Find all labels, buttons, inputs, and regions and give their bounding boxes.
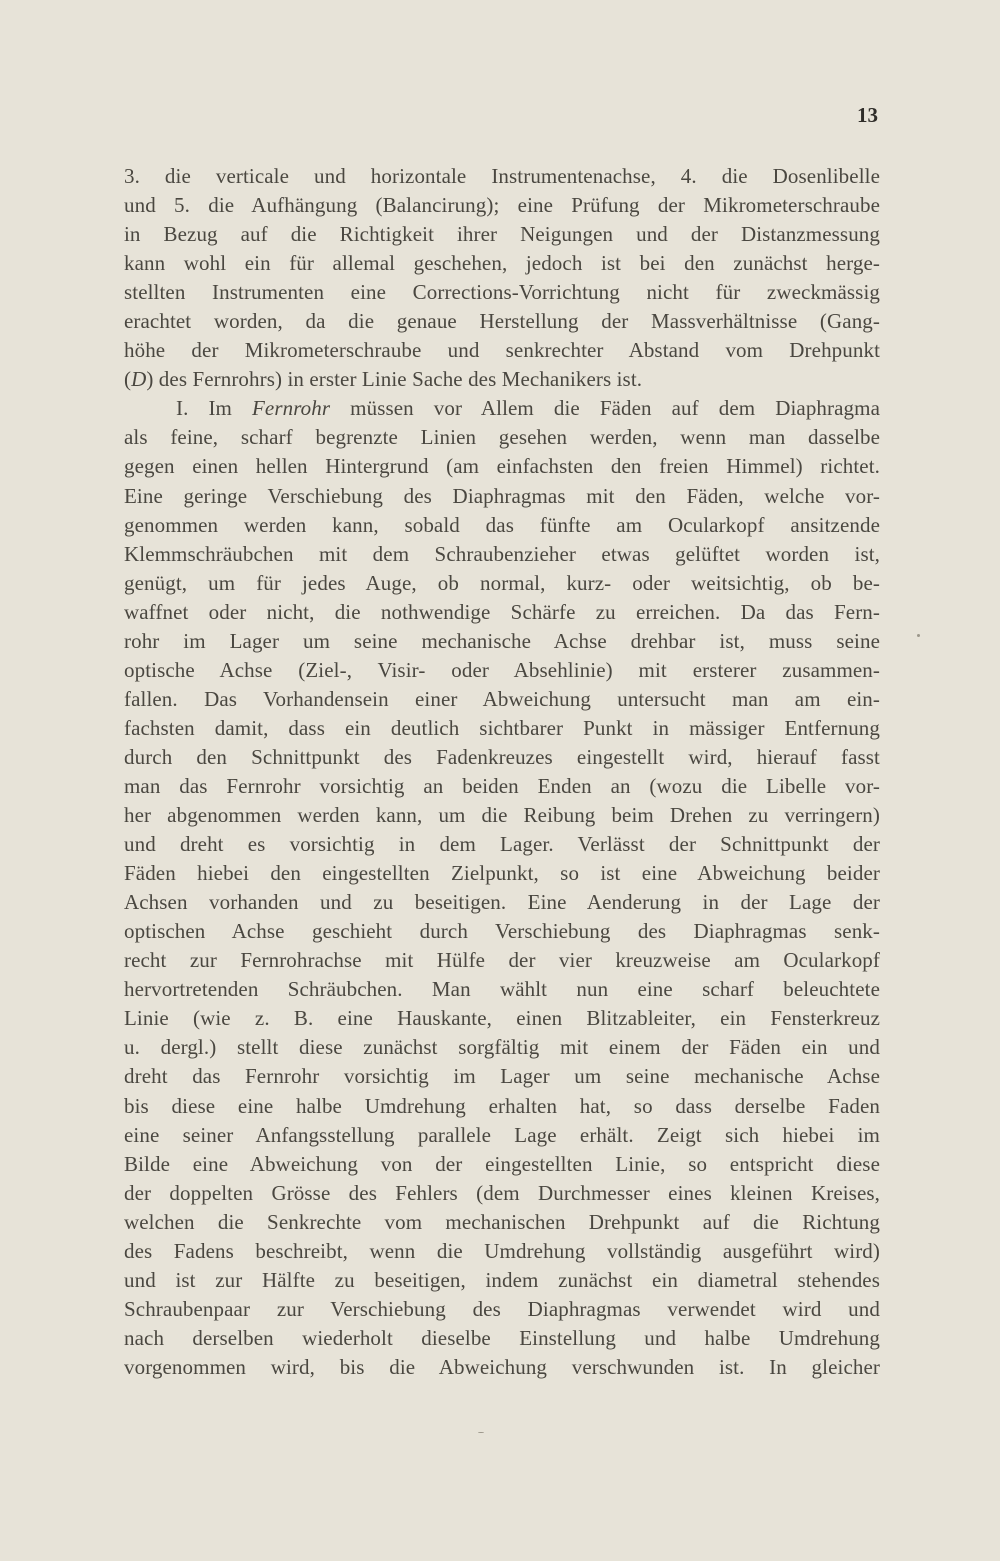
text-line: vorgenommen wird, bis die Abweichung verschwunden ist. In gleicher	[124, 1354, 880, 1379]
text-line: optischen Achse geschieht durch Verschiebung des Diaphragmas senk-	[124, 919, 880, 944]
text-line: 3. die verticale und horizontale Instrumentenachse, 4. die Dosenlibelle	[124, 164, 880, 188]
text-line: u. dergl.) stellt diese zunächst sorgfältig mit einem der Fäden ein und	[124, 1035, 880, 1060]
text-line: I. Im Fernrohr müssen vor Allem die Fäden auf dem Diaphragma	[176, 396, 880, 421]
text-line: Achsen vorhanden und zu beseitigen. Eine Aenderung in der Lage der	[124, 890, 880, 915]
text-line: Linie (wie z. B. eine Hauskante, einen Blitzableiter, ein Fensterkreuz	[124, 1006, 880, 1031]
page-number: 13	[857, 103, 878, 127]
text-line: dreht das Fernrohr vorsichtig im Lager um seine mechanische Achse	[124, 1064, 880, 1089]
text-line: Klemmschräubchen mit dem Schraubenzieher etwas gelüftet worden ist,	[124, 541, 880, 566]
text-line: welchen die Senkrechte vom mechanischen Drehpunkt auf die Richtung	[124, 1209, 880, 1234]
text-line: fallen. Das Vorhandensein einer Abweichung untersucht man am ein-	[124, 686, 880, 711]
text-line: Schraubenpaar zur Verschiebung des Diaphragmas verwendet wird und	[124, 1296, 880, 1321]
text-line: man das Fernrohr vorsichtig an beiden Enden an (wozu die Libelle vor-	[124, 773, 880, 798]
text-line: (D) des Fernrohrs) in erster Linie Sache des Mechanikers ist.	[124, 367, 643, 392]
text-line: her abgenommen werden kann, um die Reibung beim Drehen zu verringern)	[124, 803, 880, 828]
emphasis-text: D	[131, 367, 147, 392]
text-line: fachsten damit, dass ein deutlich sichtbarer Punkt in mässiger Entfernung	[124, 715, 880, 740]
text-line: bis diese eine halbe Umdrehung erhalten hat, so dass derselbe Faden	[124, 1093, 880, 1118]
text-line: des Fadens beschreibt, wenn die Umdrehung vollständig ausgeführt wird)	[124, 1238, 880, 1263]
text-line: hervortretenden Schräubchen. Man wählt nun eine scharf beleuchtete	[124, 977, 880, 1002]
text-line: Bilde eine Abweichung von der eingestellten Linie, so entspricht diese	[124, 1151, 880, 1176]
text-line: kann wohl ein für allemal geschehen, jedoch ist bei den zunächst herge-	[124, 251, 880, 276]
text-line: erachtet worden, da die genaue Herstellung der Massverhältnisse (Gang-	[124, 309, 880, 334]
text-line: und 5. die Aufhängung (Balancirung); eine Prüfung der Mikrometerschraube	[124, 193, 880, 218]
text-line: als feine, scharf begrenzte Linien gesehen werden, wenn man dasselbe	[124, 425, 880, 450]
paper-speck	[917, 634, 920, 637]
text-line: gegen einen hellen Hintergrund (am einfachsten den freien Himmel) richtet.	[124, 454, 880, 479]
text-line: und dreht es vorsichtig in dem Lager. Verlässt der Schnittpunkt der	[124, 832, 880, 857]
paper-speck	[478, 1432, 484, 1433]
text-line: durch den Schnittpunkt des Fadenkreuzes eingestellt wird, hierauf fasst	[124, 744, 880, 769]
text-line: der doppelten Grösse des Fehlers (dem Durchmesser eines kleinen Kreises,	[124, 1180, 880, 1205]
text-line: eine seiner Anfangsstellung parallele Lage erhält. Zeigt sich hiebei im	[124, 1122, 880, 1147]
emphasis-text: Fernrohr	[251, 396, 331, 421]
text-line: genommen werden kann, sobald das fünfte am Ocularkopf ansitzende	[124, 512, 880, 537]
text-line: optische Achse (Ziel-, Visir- oder Absehlinie) mit ersterer zusammen-	[124, 657, 880, 682]
text-line: recht zur Fernrohrachse mit Hülfe der vier kreuzweise am Ocularkopf	[124, 948, 880, 973]
text-line: Fäden hiebei den eingestellten Zielpunkt, so ist eine Abweichung beider	[124, 861, 880, 886]
text-line: Eine geringe Verschiebung des Diaphragmas mit den Fäden, welche vor-	[124, 483, 880, 508]
text-line: nach derselben wiederholt dieselbe Einstellung und halbe Umdrehung	[124, 1325, 880, 1350]
text-line: stellten Instrumenten eine Corrections-Vorrichtung nicht für zweckmässig	[124, 280, 880, 305]
text-line: waffnet oder nicht, die nothwendige Schärfe zu erreichen. Da das Fern-	[124, 599, 880, 624]
text-line: rohr im Lager um seine mechanische Achse drehbar ist, muss seine	[124, 628, 880, 653]
body-text	[124, 162, 880, 1382]
text-line: in Bezug auf die Richtigkeit ihrer Neigungen und der Distanzmessung	[124, 222, 880, 247]
text-line: genügt, um für jedes Auge, ob normal, kurz- oder weitsichtig, ob be-	[124, 570, 880, 595]
text-line: und ist zur Hälfte zu beseitigen, indem zunächst ein diametral stehendes	[124, 1267, 880, 1292]
text-line: höhe der Mikrometerschraube und senkrechter Abstand vom Drehpunkt	[124, 338, 880, 363]
